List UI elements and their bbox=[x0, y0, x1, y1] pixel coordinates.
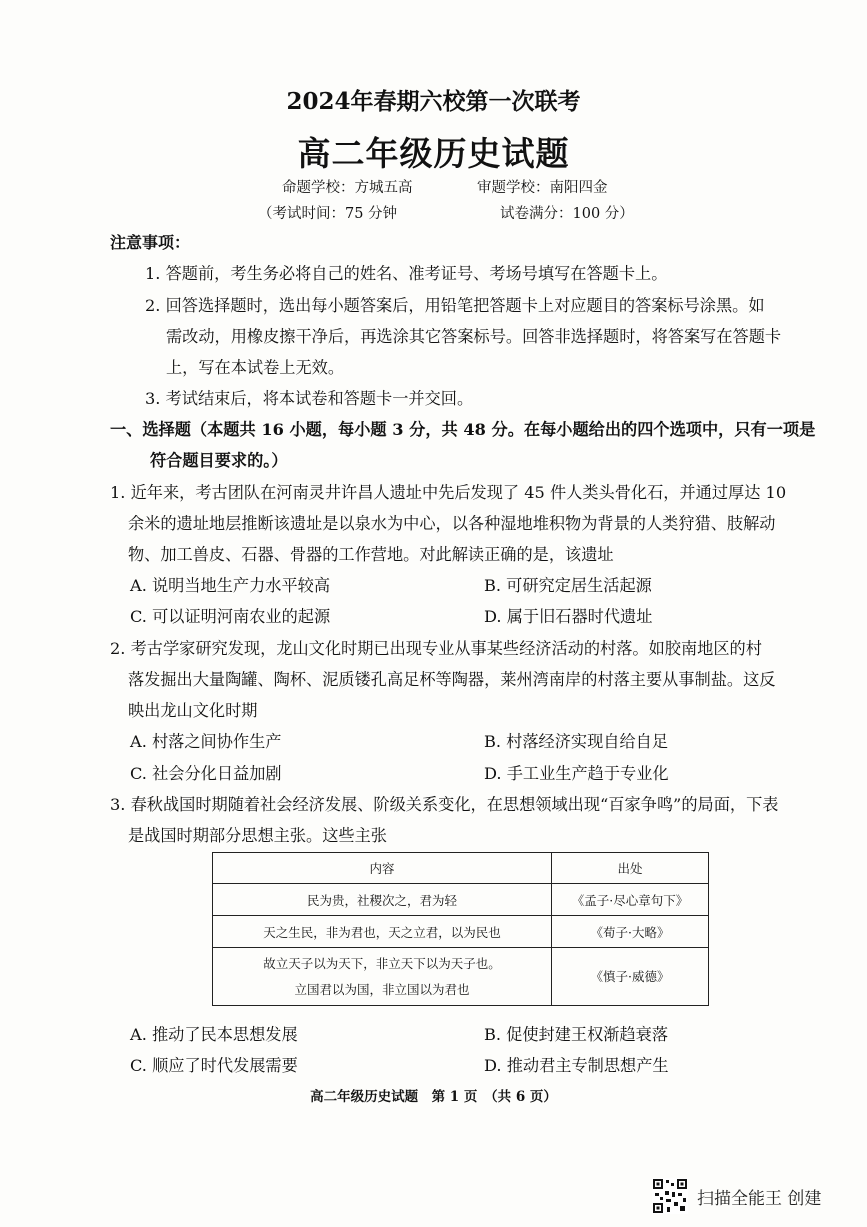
page-footer: 高二年级历史试题 第 1 页 （共 6 页） bbox=[310, 1089, 557, 1105]
section-heading-cont: 符合题目要求的。） bbox=[150, 451, 288, 470]
qr-code-icon bbox=[652, 1178, 688, 1214]
note-line: 1. 答题前，考生务必将自己的姓名、准考证号、考场号填写在答题卡上。 bbox=[145, 264, 668, 283]
question-3-line: 是战国时期部分思想主张。这些主张 bbox=[128, 826, 387, 845]
table-cell-content: 天之生民，非为君也，天之立君，以为民也 bbox=[213, 916, 552, 948]
table-cell-source: 《荀子·大略》 bbox=[552, 916, 709, 948]
exam-name: 2024年春期六校第一次联考 bbox=[286, 88, 581, 115]
table-row bbox=[213, 916, 709, 948]
question-1-line: 1. 近年来，考古团队在河南灵井许昌人遗址中先后发现了 45 件人类头骨化石，并通过厚达 10 bbox=[110, 483, 787, 502]
table-header-source: 出处 bbox=[552, 853, 709, 884]
section-heading: 一、选择题（本题共 16 小题，每小题 3 分，共 48 分。在每小题给出的四个选项中，只有一项是 bbox=[110, 420, 816, 439]
question-1-option-c: C. 可以证明河南农业的起源 bbox=[130, 607, 331, 626]
question-1-option-b: B. 可研究定居生活起源 bbox=[484, 576, 652, 595]
scanner-watermark: 扫描全能王 创建 bbox=[697, 1189, 822, 1209]
question-3-option-d: D. 推动君主专制思想产生 bbox=[484, 1056, 669, 1075]
reviewer-school: 审题学校：南阳四金 bbox=[477, 180, 608, 196]
question-3-option-c: C. 顺应了时代发展需要 bbox=[130, 1056, 298, 1075]
question-2-option-d: D. 手工业生产趋于专业化 bbox=[484, 764, 669, 783]
question-3-option-a: A. 推动了民本思想发展 bbox=[130, 1025, 298, 1044]
table-cell-line: 故立天子以为天下，非立天下以为天子也。 bbox=[263, 955, 501, 971]
table-cell-line: 立国君以为国，非立国以为君也 bbox=[294, 981, 470, 997]
question-2-line: 映出龙山文化时期 bbox=[128, 701, 258, 720]
question-3-option-b: B. 促使封建王权渐趋衰落 bbox=[484, 1025, 669, 1044]
note-line: 上，写在本试卷上无效。 bbox=[166, 358, 345, 377]
question-1-option-a: A. 说明当地生产力水平较高 bbox=[130, 576, 331, 595]
page-title: 高二年级历史试题 bbox=[297, 134, 570, 173]
question-2-line: 2. 考古学家研究发现，龙山文化时期已出现专业从事某些经济活动的村落。如胶南地区的村 bbox=[110, 639, 762, 658]
note-line: 2. 回答选择题时，选出每小题答案后，用铅笔把答题卡上对应题目的答案标号涂黑。如 bbox=[145, 296, 765, 315]
question-1-option-d: D. 属于旧石器时代遗址 bbox=[484, 607, 653, 626]
table-header-content: 内容 bbox=[213, 853, 552, 884]
notes-title: 注意事项： bbox=[110, 233, 191, 252]
thought-table bbox=[212, 852, 709, 1006]
question-2-option-b: B. 村落经济实现自给自足 bbox=[484, 732, 669, 751]
question-2-line: 落发掘出大量陶罐、陶杯、泥质镂孔高足杯等陶器，莱州湾南岸的村落主要从事制盐。这反 bbox=[128, 670, 776, 689]
exam-time: （考试时间：75 分钟 bbox=[258, 206, 398, 222]
setter-school: 命题学校：方城五高 bbox=[282, 180, 413, 196]
question-2-option-a: A. 村落之间协作生产 bbox=[130, 732, 282, 751]
table-row bbox=[213, 948, 709, 1006]
note-line: 3. 考试结束后，将本试卷和答题卡一并交回。 bbox=[145, 389, 474, 408]
table-cell-source: 《孟子·尽心章句下》 bbox=[552, 884, 709, 916]
question-3-line: 3. 春秋战国时期随着社会经济发展、阶级关系变化，在思想领域出现“百家争鸣”的局面，下表 bbox=[110, 795, 779, 814]
table-cell-source: 《慎子·威德》 bbox=[552, 948, 709, 1006]
exam-score: 试卷满分：100 分） bbox=[500, 206, 634, 222]
note-line: 需改动，用橡皮擦干净后，再选涂其它答案标号。回答非选择题时，将答案写在答题卡 bbox=[166, 327, 782, 346]
question-2-option-c: C. 社会分化日益加剧 bbox=[130, 764, 282, 783]
table-cell-content bbox=[213, 948, 552, 1006]
table-row bbox=[213, 884, 709, 916]
question-1-line: 物、加工兽皮、石器、骨器的工作营地。对此解读正确的是，该遗址 bbox=[128, 545, 614, 564]
question-1-line: 余米的遗址地层推断该遗址是以泉水为中心，以各种湿地堆积物为背景的人类狩猎、肢解动 bbox=[128, 514, 776, 533]
table-cell-content: 民为贵，社稷次之，君为轻 bbox=[213, 884, 552, 916]
